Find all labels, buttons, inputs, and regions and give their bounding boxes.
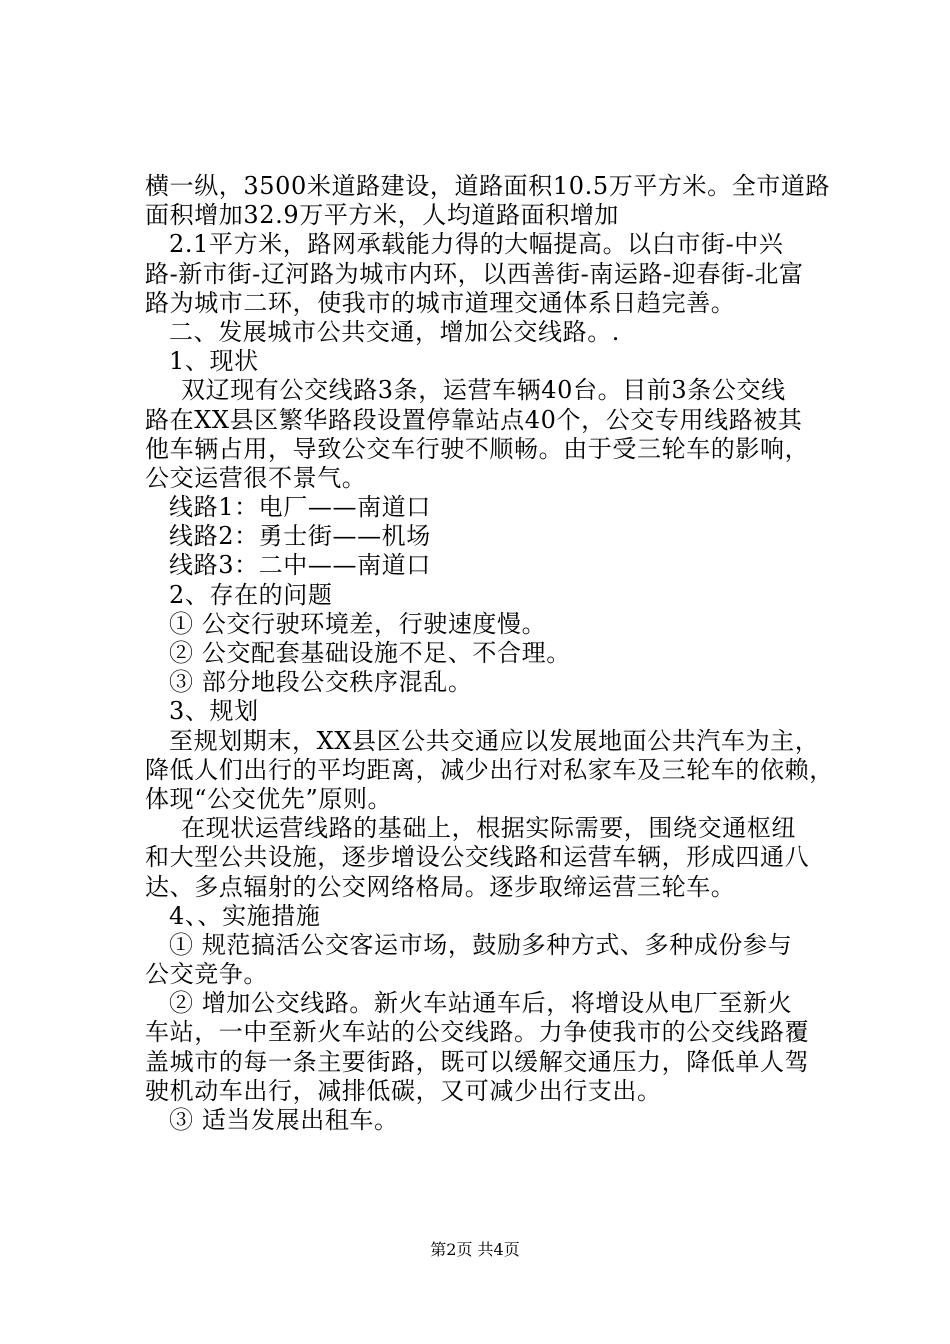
text-line: 2.1平方米，路网承载能力得的大幅提高。以白市街-中兴 bbox=[169, 230, 784, 259]
text-line: ② 公交配套基础设施不足、不合理。 bbox=[169, 639, 571, 667]
text-line: 降低人们出行的平均距离，减少出行对私家车及三轮车的依赖， bbox=[145, 755, 834, 784]
text-line: 体现“公交优先”原则。 bbox=[145, 784, 393, 813]
text-line: 线路3：二中——南道口 bbox=[169, 551, 431, 580]
text-line: 线路1：电厂——南道口 bbox=[169, 493, 431, 522]
text-line: 3、规划 bbox=[169, 697, 259, 726]
document-body bbox=[145, 172, 835, 1135]
page-footer: 第2页 共4页 bbox=[430, 1240, 520, 1259]
text-line: 二、发展城市公共交通，增加公交线路。. bbox=[169, 317, 621, 346]
text-line: 双辽现有公交线路3条，运营车辆40台。目前3条公交线 bbox=[181, 376, 786, 405]
text-line: 和大型公共设施，逐步增设公交线路和运营车辆，形成四通八 bbox=[145, 843, 810, 872]
text-line: 至规划期末，XX县区公共交通应以发展地面公共汽车为主， bbox=[169, 726, 820, 755]
text-line: 横一纵，3500米道路建设，道路面积10.5万平方米。全市道路 bbox=[145, 172, 831, 200]
text-line: 线路2：勇士街——机场 bbox=[169, 522, 431, 551]
text-line: 公交竞争。 bbox=[145, 960, 268, 989]
text-line: 公交运营很不景气。 bbox=[145, 463, 367, 492]
text-line: ① 公交行驶环境差，行驶速度慢。 bbox=[169, 609, 547, 638]
text-line: 1、现状 bbox=[169, 347, 259, 376]
text-line: 2、存在的问题 bbox=[169, 580, 333, 609]
text-line: 在现状运营线路的基础上，根据实际需要，围绕交通枢纽 bbox=[181, 814, 796, 843]
text-line: ① 规范搞活公交客运市场，鼓励多种方式、多种成份参与 bbox=[169, 930, 793, 959]
text-line: ③ 部分地段公交秩序混乱。 bbox=[169, 668, 473, 697]
text-line: 车站，一中至新火车站的公交线路。力争使我市的公交线路覆 bbox=[145, 1018, 810, 1047]
text-line: 路-新市街-辽河路为城市内环，以西善街-南运路-迎春街-北富 bbox=[145, 259, 804, 288]
text-line: 达、多点辐射的公交网络格局。逐步取缔运营三轮车。 bbox=[145, 872, 736, 901]
text-line: 路在XX县区繁华路段设置停靠站点40个，公交专用线路被其 bbox=[145, 405, 803, 434]
text-line: 他车辆占用，导致公交车行驶不顺畅。由于受三轮车的影响， bbox=[145, 434, 810, 463]
text-line: ② 增加公交线路。新火车站通车后，将增设从电厂至新火 bbox=[169, 989, 793, 1018]
text-line: ③ 适当发展出租车。 bbox=[169, 1106, 399, 1134]
text-line: 盖城市的每一条主要街路，既可以缓解交通压力，降低单人驾 bbox=[145, 1047, 810, 1076]
text-line: 4、、实施措施 bbox=[169, 901, 321, 930]
text-line: 面积增加32.9万平方米，人均道路面积增加 bbox=[145, 201, 620, 230]
text-line: 驶机动车出行，减排低碳，又可减少出行支出。 bbox=[145, 1076, 662, 1105]
text-line: 路为城市二环，使我市的城市道理交通体系日趋完善。 bbox=[145, 288, 736, 317]
